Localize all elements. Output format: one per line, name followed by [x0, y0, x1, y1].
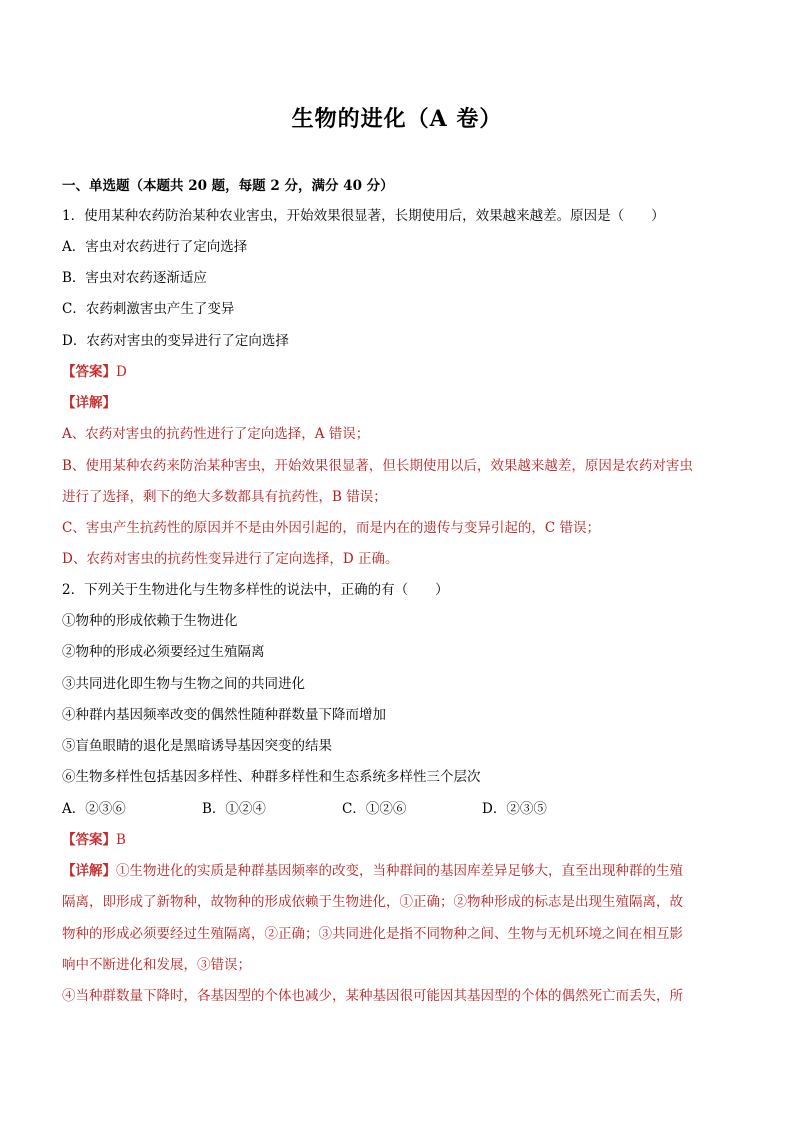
question-2-statement: ④种群内基因频率改变的偶然性随种群数量下降而增加: [62, 707, 386, 723]
answer-tag: 【答案】: [62, 832, 116, 848]
question-2-options: [62, 800, 732, 818]
question-2-option-b: B．①②④: [202, 801, 266, 817]
question-1-detail-line: B、使用某种农药来防治某种害虫，开始效果很显著，但长期使用以后，效果越来越差，原因是农药对害虫: [62, 458, 693, 474]
section-header: 一、单选题（本题共 20 题，每题 2 分，满分 40 分）: [62, 178, 394, 194]
question-1-option-c: C．农药刺激害虫产生了变异: [62, 301, 235, 317]
question-2-statement: ②物种的形成必须要经过生殖隔离: [62, 644, 265, 660]
answer-value: B: [116, 832, 126, 848]
question-1-detail-tag: 【详解】: [62, 395, 116, 411]
question-2-stem: 2．下列关于生物进化与生物多样性的说法中，正确的有（ ）: [62, 582, 449, 598]
question-2-statement: ①物种的形成依赖于生物进化: [62, 613, 238, 629]
question-1-answer: [62, 363, 732, 381]
question-1-detail-line: 进行了选择，剩下的绝大多数都具有抗药性，B 错误；: [62, 489, 387, 505]
question-2-statement: ⑥生物多样性包括基因多样性、种群多样性和生态系统多样性三个层次: [62, 769, 481, 785]
question-2-detail-first: [62, 862, 732, 880]
question-2-option-a: A．②③⑥: [62, 801, 126, 817]
answer-tag: 【答案】: [62, 364, 116, 380]
question-2-statement: ③共同进化即生物与生物之间的共同进化: [62, 676, 305, 692]
answer-value: D: [116, 364, 127, 380]
question-2-option-d: D．②③⑤: [482, 801, 547, 817]
detail-tag: 【详解】: [62, 863, 116, 879]
question-2-statement: ⑤盲鱼眼睛的退化是黑暗诱导基因突变的结果: [62, 738, 332, 754]
question-1-detail-line: C、害虫产生抗药性的原因并不是由外因引起的，而是内在的遗传与变异引起的，C 错误；: [62, 520, 600, 536]
question-1-detail-line: A、农药对害虫的抗药性进行了定向选择，A 错误；: [62, 426, 370, 442]
question-1-option-b: B．害虫对农药逐渐适应: [62, 270, 207, 286]
question-2-option-c: C．①②⑥: [342, 801, 407, 817]
question-2-detail-line: ④当种群数量下降时，各基因型的个体也减少，某种基因很可能因其基因型的个体的偶然死亡而丢失，所: [62, 988, 683, 1004]
question-2-detail-line: 物种的形成必须要经过生殖隔离，②正确；③共同进化是指不同物种之间、生物与无机环境之间在相互影: [62, 926, 683, 942]
question-1-option-d: D．农药对害虫的变异进行了定向选择: [62, 333, 289, 349]
detail-text: ①生物进化的实质是种群基因频率的改变，当种群间的基因库差异足够大，直至出现种群的生殖: [116, 863, 683, 879]
question-1-detail-line: D、农药对害虫的抗药性变异进行了定向选择，D 正确。: [62, 551, 399, 567]
page-title: 生物的进化（A 卷）: [291, 106, 503, 132]
question-1-stem: 1．使用某种农药防治某种农业害虫，开始效果很显著，长期使用后，效果越来越差。原因是（ ）: [62, 208, 665, 224]
question-1-option-a: A．害虫对农药进行了定向选择: [62, 239, 248, 255]
question-2-detail-line: 隔离，即形成了新物种，故物种的形成依赖于生物进化，①正确；②物种形成的标志是出现生殖隔离，故: [62, 894, 683, 910]
question-2-answer: [62, 831, 732, 849]
question-2-detail-line: 响中不断进化和发展，③错误；: [62, 957, 251, 973]
